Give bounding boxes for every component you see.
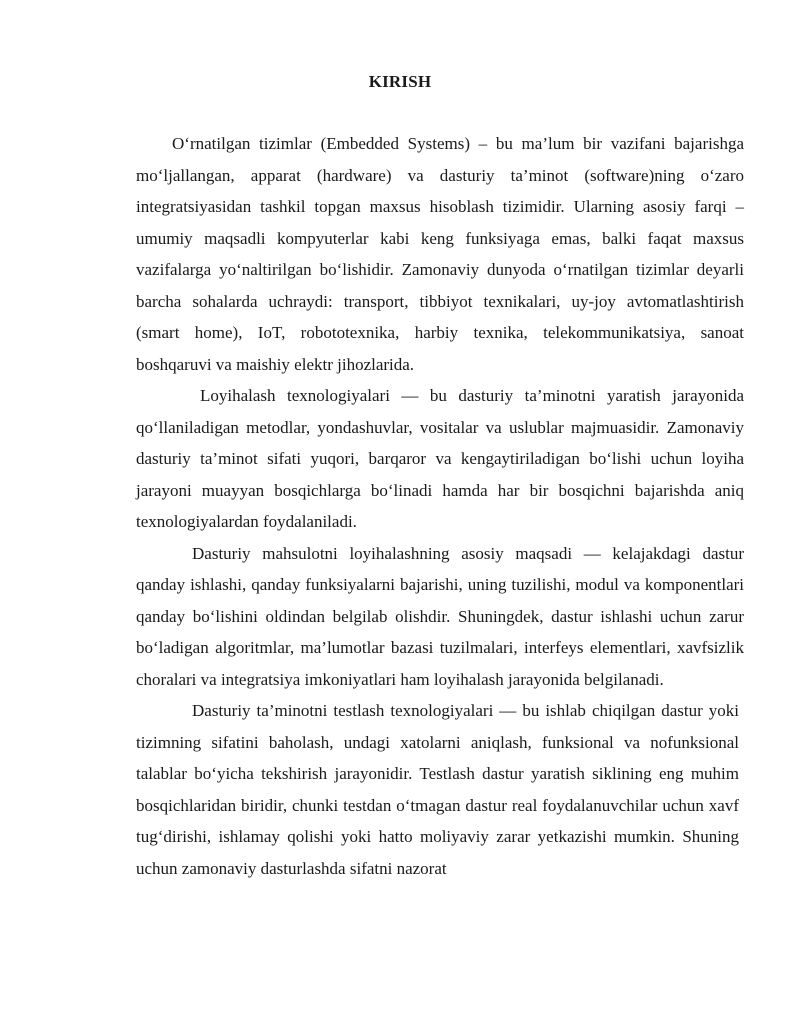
document-body <box>136 128 744 884</box>
paragraph-embedded-systems: O‘rnatilgan tizimlar (Embedded Systems) – bu ma’lum bir vazifani bajarishga mo‘ljallangan, apparat (hardware) va dasturiy ta’minot (software)ning o‘zaro integratsiyasidan tashkil topgan maxsus hisoblash tizimidir. Ularning asosiy farqi – umumiy maqsadli kompyuterlar kabi keng funksiyaga emas, balki faqat maxsus vazifalarga yo‘naltirilgan bo‘lishidir. Zamonaviy dunyoda o‘rnatilgan tizimlar deyarli barcha sohalarda uchraydi: transport, tibbiyot texnikalari, uy-joy avtomatlashtirish (smart home), IoT, robototexnika, harbiy texnika, telekommunikatsiya, sanoat boshqaruvi va maishiy elektr jihozlarida. <box>136 134 744 374</box>
paragraph-design-technologies: Loyihalash texnologiyalari — bu dasturiy ta’minotni yaratish jarayonida qo‘llaniladigan metodlar, yondashuvlar, vositalar va uslublar majmuasidir. Zamonaviy dasturiy ta’minot sifati yuqori, barqaror va kengaytiriladigan bo‘lishi uchun loyiha jarayoni muayyan bosqichlarga bo‘linadi hamda har bir bosqichni bajarishda aniq texnologiyalardan foydalaniladi. <box>136 386 744 531</box>
paragraph-software-testing: Dasturiy ta’minotni testlash texnologiyalari — bu ishlab chiqilgan dastur yoki tizimning sifatini baholash, undagi xatolarni aniqlash, funksional va nofunksional talablar bo‘yicha tekshirish jarayonidir. Testlash dastur yaratish siklining eng muhim bosqichlaridan biridir, chunki testdan o‘tmagan dastur real foydalanuvchilar uchun xavf tug‘dirishi, ishlamay qolishi yoki hatto moliyaviy zarar yetkazishi mumkin. Shuning uchun zamonaviy dasturlashda sifatni nazorat <box>136 701 739 878</box>
page-title: KIRISH <box>368 72 432 91</box>
paragraph-software-design-goal: Dasturiy mahsulotni loyihalashning asosiy maqsadi — kelajakdagi dastur qanday ishlashi, qanday funksiyalarni bajarishi, uning tuzilishi, modul va komponentlari qanday bo‘lishini oldindan belgilab olishdir. Shuningdek, dastur ishlashi uchun zarur bo‘ladigan algoritmlar, ma’lumotlar bazasi tuzilmalari, interfeys elementlari, xavfsizlik choralari va integratsiya imkoniyatlari ham loyihalash jarayonida belgilanadi. <box>136 543 744 689</box>
